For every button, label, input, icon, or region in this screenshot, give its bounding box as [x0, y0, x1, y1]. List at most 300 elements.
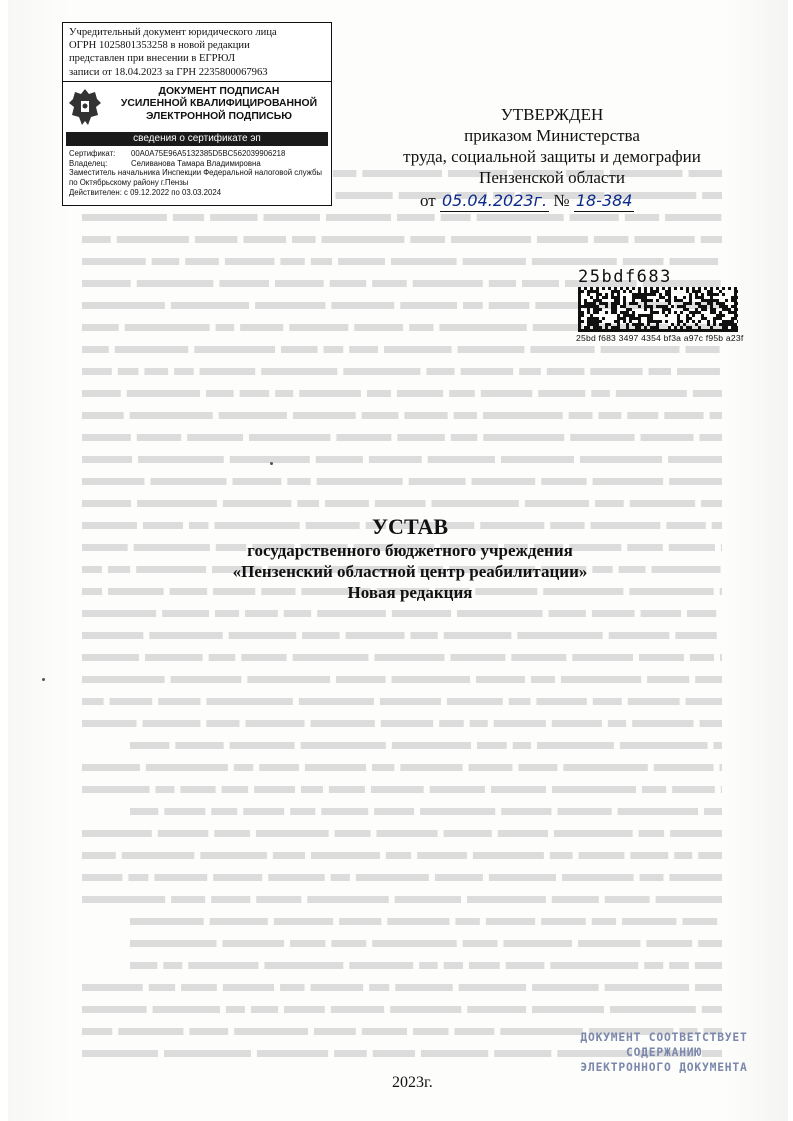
barcode-module	[680, 329, 683, 332]
barcode-module	[584, 299, 587, 302]
barcode-module	[641, 329, 644, 332]
barcode-module	[584, 305, 587, 308]
show-through-word	[127, 390, 200, 397]
barcode-module	[728, 308, 731, 311]
barcode-module	[620, 317, 623, 320]
show-through-word	[171, 896, 205, 903]
show-through-word	[110, 698, 153, 705]
show-through-word	[552, 720, 602, 727]
show-through-word	[669, 478, 722, 485]
barcode-module	[722, 293, 725, 296]
show-through-word	[506, 962, 545, 969]
barcode-module	[611, 290, 614, 293]
barcode-module	[698, 320, 701, 323]
show-through-word	[426, 368, 454, 375]
show-through-word	[290, 808, 315, 815]
barcode-module	[665, 299, 668, 302]
show-through-word	[439, 324, 526, 331]
show-through-word	[562, 874, 634, 881]
show-through-word	[498, 830, 548, 837]
show-through-word	[377, 830, 438, 837]
barcode-module	[626, 326, 629, 329]
barcode-module	[650, 320, 653, 323]
barcode-module	[701, 329, 704, 332]
barcode-module	[644, 290, 647, 293]
show-through-word	[404, 412, 447, 419]
barcode-module	[611, 329, 614, 332]
show-through-word	[336, 676, 385, 683]
show-through-word	[346, 632, 405, 639]
show-through-word	[171, 676, 242, 683]
barcode-module	[593, 311, 596, 314]
show-through-word	[639, 830, 664, 837]
show-through-word	[652, 566, 721, 573]
show-through-word	[532, 1006, 604, 1013]
barcode-module	[659, 329, 662, 332]
show-through-word	[292, 236, 316, 243]
barcode-module	[602, 296, 605, 299]
signed-line: ЭЛЕКТРОННОЙ ПОДПИСЬЮ	[146, 111, 292, 122]
show-through-word	[531, 676, 555, 683]
barcode-module	[701, 305, 704, 308]
show-through-word	[454, 412, 477, 419]
show-through-word	[647, 676, 689, 683]
barcode-module	[656, 320, 659, 323]
show-through-word	[469, 764, 513, 771]
show-through-word	[620, 742, 708, 749]
show-through-word	[720, 588, 722, 595]
barcode-module	[734, 293, 737, 296]
show-through-word	[578, 940, 640, 947]
show-through-word	[195, 236, 238, 243]
show-through-word	[538, 390, 585, 397]
barcode-module	[590, 296, 593, 299]
barcode-module	[584, 326, 587, 329]
show-through-word	[649, 368, 671, 375]
barcode-module	[644, 287, 647, 290]
barcode-module	[722, 326, 725, 329]
barcode-module	[680, 326, 683, 329]
barcode-module	[704, 287, 707, 290]
registration-note	[63, 23, 331, 81]
barcode-module	[710, 305, 713, 308]
show-through-word	[257, 1050, 328, 1057]
show-through-word	[451, 434, 477, 441]
barcode-module	[707, 320, 710, 323]
conformity-stamp	[556, 1030, 772, 1075]
show-through-word	[82, 280, 131, 287]
show-through-word	[149, 984, 175, 991]
show-through-word	[311, 852, 380, 859]
show-through-word	[287, 478, 310, 485]
show-through-word	[669, 258, 718, 265]
barcode-module	[722, 320, 725, 323]
show-through-word	[634, 236, 694, 243]
show-through-word	[594, 236, 629, 243]
barcode-module	[677, 329, 680, 332]
show-through-word	[247, 676, 330, 683]
barcode-module	[665, 290, 668, 293]
barcode-module	[638, 296, 641, 299]
document-year: 2023г.	[392, 1074, 433, 1091]
barcode-module	[578, 323, 581, 326]
barcode-module	[692, 311, 695, 314]
barcode-module	[668, 290, 671, 293]
show-through-word	[174, 368, 193, 375]
barcode-module	[620, 305, 623, 308]
barcode-module	[725, 299, 728, 302]
barcode-module	[596, 293, 599, 296]
barcode-module	[698, 311, 701, 314]
show-through-word	[322, 236, 405, 243]
barcode-module	[617, 314, 620, 317]
barcode-module	[632, 329, 635, 332]
barcode-module	[671, 323, 674, 326]
show-through-word	[263, 214, 320, 221]
registration-line: записи от 18.04.2023 за ГРН 2235800067963	[69, 66, 268, 78]
barcode-module	[692, 314, 695, 317]
barcode-module	[623, 311, 626, 314]
barcode-module	[737, 320, 738, 323]
show-through-word	[302, 632, 339, 639]
show-through-word	[387, 918, 449, 925]
barcode-module	[677, 323, 680, 326]
barcode-module	[707, 290, 710, 293]
barcode-module	[653, 311, 656, 314]
show-through-word	[641, 610, 681, 617]
barcode-module	[707, 323, 710, 326]
show-through-word	[536, 698, 586, 705]
barcode-module	[611, 326, 614, 329]
barcode-module	[734, 326, 737, 329]
barcode-module	[734, 329, 737, 332]
barcode-module	[629, 320, 632, 323]
show-through-word	[343, 368, 420, 375]
barcode-module	[686, 314, 689, 317]
barcode-module	[710, 296, 713, 299]
show-through-word	[137, 434, 181, 441]
barcode-module	[614, 290, 617, 293]
barcode-module	[632, 293, 635, 296]
show-through-word	[137, 280, 214, 287]
show-through-word	[432, 500, 519, 507]
barcode-module	[590, 287, 593, 290]
show-through-word	[411, 632, 438, 639]
show-through-word	[629, 588, 713, 595]
show-through-word	[335, 830, 371, 837]
show-through-word	[339, 918, 381, 925]
barcode-module	[578, 293, 581, 296]
show-through-word	[380, 698, 441, 705]
barcode-module	[596, 308, 599, 311]
show-through-word	[82, 610, 156, 617]
show-through-word	[570, 214, 619, 221]
barcode-module	[671, 305, 674, 308]
barcode-module	[599, 329, 602, 332]
show-through-word	[209, 654, 236, 661]
barcode-module	[578, 299, 581, 302]
show-through-word	[293, 412, 356, 419]
show-through-word	[82, 852, 116, 859]
show-through-word	[122, 852, 195, 859]
barcode-module	[632, 302, 635, 305]
show-through-word	[532, 258, 617, 265]
show-through-word	[301, 786, 323, 793]
show-through-word	[229, 632, 297, 639]
show-through-word	[628, 698, 680, 705]
barcode-module	[707, 329, 710, 332]
barcode-module	[578, 308, 581, 311]
barcode-module	[650, 290, 653, 293]
show-through-word	[457, 610, 543, 617]
show-through-word	[265, 962, 344, 969]
barcode-module	[719, 317, 722, 320]
show-through-word	[435, 874, 483, 881]
show-through-word	[517, 632, 602, 639]
show-through-word	[206, 698, 292, 705]
show-through-word	[130, 742, 169, 749]
barcode-module	[593, 305, 596, 308]
show-through-word	[695, 984, 722, 991]
barcode-module	[647, 299, 650, 302]
show-through-word	[609, 632, 670, 639]
barcode-module	[584, 287, 587, 290]
barcode-module	[734, 311, 737, 314]
barcode-module	[704, 308, 707, 311]
barcode-module	[611, 308, 614, 311]
show-through-word	[82, 632, 143, 639]
barcode-module	[698, 302, 701, 305]
barcode-module	[701, 317, 704, 320]
show-through-word	[317, 610, 386, 617]
barcode-module	[710, 302, 713, 305]
registration-line: представлен при внесении в ЕГРЮЛ	[69, 53, 236, 65]
show-through-word	[472, 478, 536, 485]
barcode-module	[686, 317, 689, 320]
show-through-word	[185, 258, 219, 265]
barcode-module	[716, 314, 719, 317]
barcode-module	[728, 287, 731, 290]
barcode-module	[578, 296, 581, 299]
show-through-word	[532, 984, 599, 991]
barcode-module	[587, 320, 590, 323]
show-through-word	[670, 830, 722, 837]
barcode-module	[599, 320, 602, 323]
show-through-word	[625, 214, 659, 221]
barcode-module	[734, 317, 737, 320]
barcode-module	[596, 323, 599, 326]
barcode-module	[728, 311, 731, 314]
barcode-module	[695, 308, 698, 311]
barcode-module	[602, 317, 605, 320]
show-through-word	[82, 346, 109, 353]
barcode-module	[710, 308, 713, 311]
show-through-word	[410, 236, 445, 243]
barcode-module	[710, 299, 713, 302]
approval-line: Пензенской области	[479, 168, 625, 187]
barcode-module	[668, 326, 671, 329]
show-through-word	[579, 852, 625, 859]
show-through-word	[669, 962, 689, 969]
show-through-word	[82, 830, 152, 837]
show-through-word	[125, 324, 210, 331]
barcode-module	[578, 305, 581, 308]
barcode-module	[734, 305, 737, 308]
barcode-module	[632, 287, 635, 290]
show-through-word	[206, 390, 234, 397]
barcode-module	[638, 323, 641, 326]
show-through-word	[467, 1006, 526, 1013]
show-through-word	[137, 500, 217, 507]
barcode-module	[722, 302, 725, 305]
barcode-module	[638, 287, 641, 290]
show-through-word	[171, 302, 249, 309]
barcode-module	[587, 326, 590, 329]
show-through-word	[299, 390, 361, 397]
approval-heading: УТВЕРЖДЕН	[500, 105, 604, 124]
show-through-word	[491, 786, 546, 793]
barcode-module	[641, 293, 644, 296]
signed-line: ДОКУМЕНТ ПОДПИСАН	[158, 85, 280, 97]
barcode-module	[647, 317, 650, 320]
show-through-word	[391, 258, 457, 265]
barcode-module	[686, 320, 689, 323]
show-through-word	[210, 214, 257, 221]
barcode-module	[626, 287, 629, 290]
barcode-module	[656, 290, 659, 293]
show-through-word	[82, 236, 111, 243]
barcode-module	[692, 320, 695, 323]
show-through-word	[290, 940, 325, 947]
barcode-module	[644, 329, 647, 332]
show-through-word	[550, 962, 638, 969]
barcode-module	[698, 287, 701, 290]
barcode-module	[689, 302, 692, 305]
show-through-word	[245, 720, 304, 727]
show-through-word	[130, 808, 158, 815]
show-through-word	[618, 808, 698, 815]
barcode-module	[596, 287, 599, 290]
show-through-word	[82, 786, 150, 793]
order-date-number	[372, 190, 732, 212]
barcode-module	[683, 302, 686, 305]
owner-value: Селиванова Тамара Владимировна	[131, 158, 261, 168]
show-through-word	[677, 368, 720, 375]
barcode-module	[647, 314, 650, 317]
barcode-module	[632, 311, 635, 314]
show-through-word	[668, 456, 722, 463]
barcode-module	[578, 317, 581, 320]
show-through-word	[349, 962, 413, 969]
show-through-word	[82, 896, 165, 903]
barcode-module	[605, 305, 608, 308]
show-through-word	[281, 346, 318, 353]
barcode-module	[695, 293, 698, 296]
barcode-module	[599, 326, 602, 329]
barcode-module	[617, 317, 620, 320]
show-through-word	[395, 896, 461, 903]
barcode-module	[644, 302, 647, 305]
barcode-module	[641, 314, 644, 317]
barcode-module	[665, 329, 668, 332]
show-through-word	[686, 698, 722, 705]
barcode-module	[614, 287, 617, 290]
barcode-module	[701, 293, 704, 296]
barcode-module	[737, 314, 738, 317]
barcode-module	[704, 305, 707, 308]
barcode-module	[581, 290, 584, 293]
barcode-module	[695, 311, 698, 314]
show-through-word	[374, 808, 414, 815]
show-through-word	[501, 456, 574, 463]
barcode-module	[584, 302, 587, 305]
barcode-module	[737, 296, 738, 299]
show-through-word	[362, 412, 399, 419]
show-through-word	[469, 962, 500, 969]
barcode-module	[647, 293, 650, 296]
show-through-word	[665, 214, 721, 221]
show-through-word	[354, 324, 403, 331]
show-through-word	[219, 412, 287, 419]
barcode-module	[587, 311, 590, 314]
barcode-module	[686, 308, 689, 311]
barcode-module	[590, 329, 593, 332]
show-through-word	[362, 1028, 407, 1035]
barcode-module	[701, 314, 704, 317]
barcode-module	[668, 287, 671, 290]
show-through-word	[441, 214, 471, 221]
show-through-word	[552, 896, 599, 903]
barcode-module	[653, 290, 656, 293]
barcode-module	[713, 293, 716, 296]
show-through-word	[251, 1006, 278, 1013]
show-through-word	[390, 1006, 461, 1013]
show-through-word	[307, 896, 388, 903]
barcode-module	[656, 311, 659, 314]
show-through-word	[489, 280, 516, 287]
barcode-module	[605, 311, 608, 314]
barcode-module	[728, 323, 731, 326]
barcode-module	[668, 308, 671, 311]
barcode-module	[587, 323, 590, 326]
signed-line: УСИЛЕННОЙ КВАЛИФИЦИРОВАННОЙ	[120, 98, 318, 110]
barcode-module	[689, 299, 692, 302]
show-through-word	[518, 764, 557, 771]
barcode-module	[689, 293, 692, 296]
barcode-module	[713, 323, 716, 326]
barcode-module	[635, 326, 638, 329]
barcode-module	[614, 329, 617, 332]
show-through-word	[299, 698, 374, 705]
barcode-module	[656, 287, 659, 290]
show-through-word	[439, 720, 464, 727]
show-through-word	[477, 742, 507, 749]
show-through-word	[572, 654, 633, 661]
show-through-word	[664, 412, 703, 419]
barcode-module	[662, 311, 665, 314]
barcode-module	[656, 305, 659, 308]
barcode-module	[722, 287, 725, 290]
barcode-module	[728, 320, 731, 323]
show-through-word	[188, 962, 258, 969]
barcode-module	[716, 293, 719, 296]
barcode-module	[656, 329, 659, 332]
show-through-word	[563, 764, 647, 771]
show-through-word	[473, 852, 544, 859]
barcode-module	[593, 323, 596, 326]
barcode-module	[596, 317, 599, 320]
barcode-module	[725, 320, 728, 323]
